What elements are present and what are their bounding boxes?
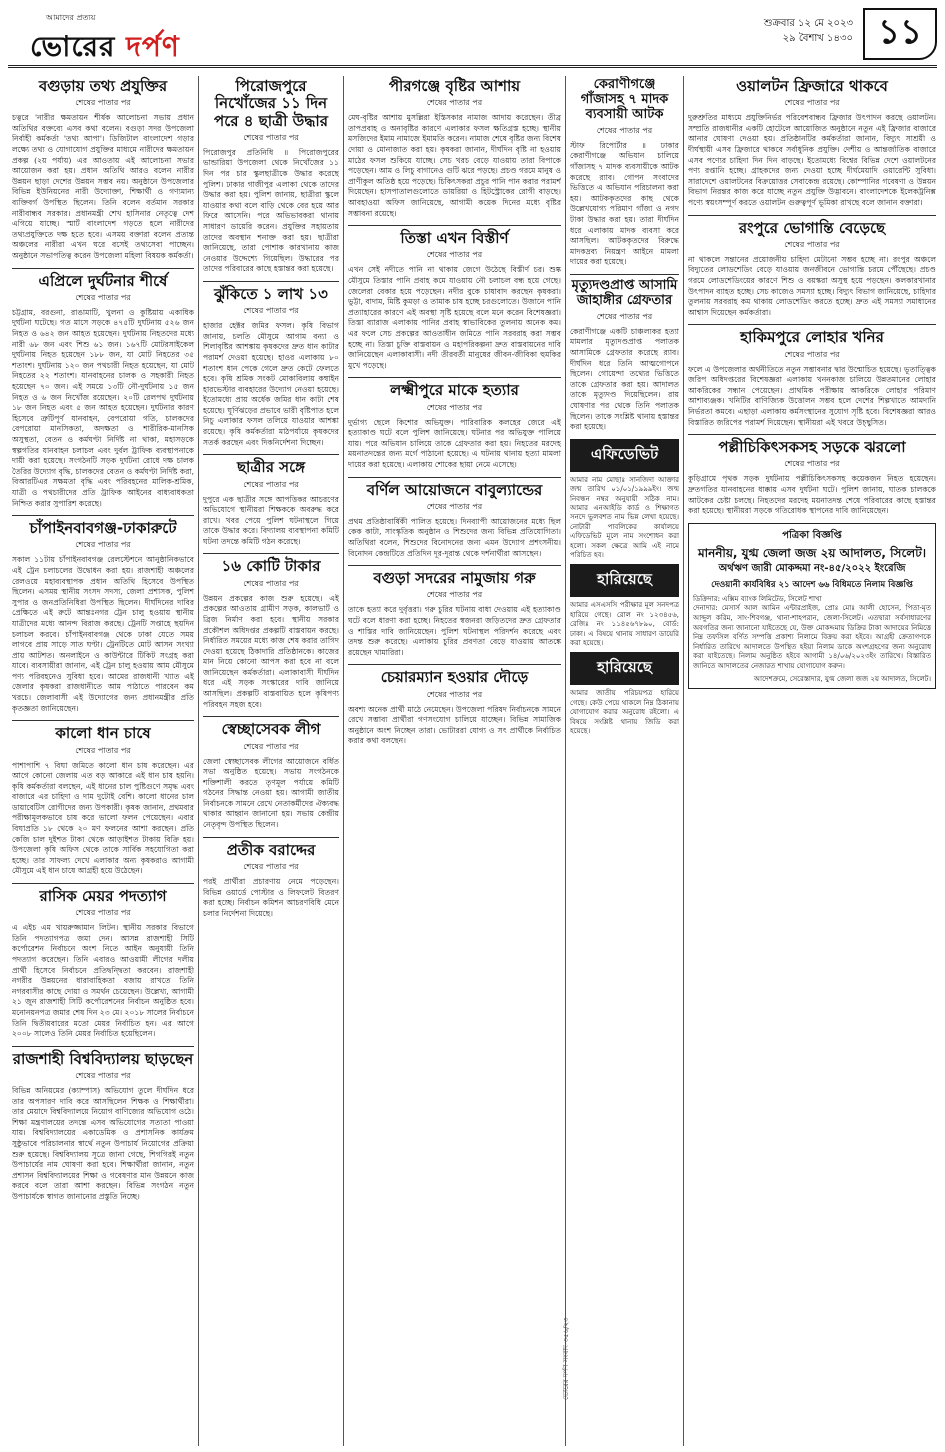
article-divider	[203, 281, 339, 282]
article-headline: প্রতীক বরাদ্দের	[226, 840, 316, 859]
article	[348, 477, 561, 560]
article-divider	[203, 716, 339, 717]
article-headline: কেরাণীগঞ্জে গাঁজাসহ ৭ মাদক ব্যবসায়ী আটক	[580, 77, 669, 122]
article-divider	[203, 454, 339, 455]
newspaper-logo	[30, 12, 180, 72]
column-3	[348, 76, 561, 1444]
continued-label: শেষের পাতার পর	[426, 689, 483, 699]
missing-body-2: আমার জাতীয় পরিচয়পত্র হারিয়ে গেছে। কেউ পেয়ে থাকলে নিম্ন ঠিকানায় যোগাযোগ করার অনুরোধ রইলো। এ বিষয়ে সংশ্লিষ্ট থানায় জিডি করা হয়েছে।	[570, 689, 679, 736]
notice-body: দেনাদার: মেসার্স আল আমিন এন্টারপ্রাইজ, প্রোঃ মোঃ আলী হোসেন, পিতা-মৃত আব্দুল করিম, সাং-শিবগঞ্জ, থানা-শাহপরান, জেলা-সিলেট। এতদ্বারা সর্বসাধারণের অবগতির জন্য জানানো যাইতেছে যে, উক্ত মোকদ্দমায় ডিক্রির টাকা আদায়ের নিমিত্তে নিম্ন তফসিল বর্ণিত সম্পত্তি প্রকাশ্য নিলামে বিক্রয় করা হইবে। আগ্রহী ক্রেতাগণকে নির্ধারিত তারিখে আদালতে উপস্থিত হইয়া নিলাম ডাকে অংশগ্রহণের জন্য অনুরোধ করা যাইতেছে। নিলাম অনুষ্ঠিত হইবে আগামী ১৪/০৬/২০২৩ইং তারিখে। বিস্তারিত জানিতে আদালতের নেজারত শাখায় যোগাযোগ করুন।	[693, 604, 931, 670]
continued-label: শেষের পাতার পর	[784, 239, 840, 249]
missing-body-1: আমার এসএসসি পরীক্ষার মূল সনদপত্র হারিয়ে গেছে। রোল নং ১২৩৪৫৬, রেজিঃ নং ১১৪৫৬৭৮৯০, বোর্ড: ঢাকা। এ বিষয়ে থানায় সাধারণ ডায়েরি করা হয়েছে।	[570, 601, 679, 648]
missing-banner-2: হারিয়েছে	[570, 652, 679, 685]
article	[203, 78, 339, 275]
continued-label: শেষের পাতার পর	[596, 125, 653, 135]
article-body: এ এইচ এম খায়রুজ্জামান লিটন। স্থানীয় সরকার বিভাগে তিনি পদত্যাগপত্র জমা দেন। আসন্ন রাজশাহী সিটি কর্পোরেশন নির্বাচনে অংশ নিতে আইন অনুযায়ী তিনি পদত্যাগ করেছেন। তিনি এবারও আওয়ামী লীগের দলীয় প্রার্থী হিসেবে নির্বাচনে প্রতিদ্বন্দ্বিতা করবেন। রাজশাহী নগরীর উন্নয়নের ধারাবাহিকতা বজায় রাখতে তিনি নগরবাসীর কাছে দোয়া ও সমর্থন চেয়েছেন। উল্লেখ্য, আগামী ২১ জুন রাজশাহী সিটি কর্পোরেশনের নির্বাচন অনুষ্ঠিত হবে। মনোনয়নপত্র জমার শেষ দিন ২৩ মে। ২০১৮ সালের নির্বাচনে তিনি দ্বিতীয়বারের মতো মেয়র নির্বাচিত হন। এর আগে ২০০৮ সালেও তিনি মেয়র নির্বাচিত হয়েছিলেন।	[12, 923, 194, 1039]
continued-label: শেষের পাতার পর	[243, 741, 299, 751]
column-4	[570, 76, 679, 1444]
continued-label: শেষের পাতার পর	[784, 349, 840, 359]
article-divider	[203, 837, 339, 838]
article-headline: ওয়ালটন ফ্রিজারে থাকবে	[736, 77, 888, 95]
article-body: এখন সেই নদীতে পানি না থাকায় জেগে উঠেছে বিস্তীর্ণ চর। শুষ্ক মৌসুমে তিস্তার পানি প্রবাহ কমে যাওয়ায় নৌ চলাচল বন্ধ হয়ে গেছে। জেলেরা বেকার হয়ে পড়েছেন। নদীর বুকে চাষাবাদ করছেন কৃষকরা। ভুট্টা, বাদাম, মিষ্টি কুমড়া ও তামাক চাষ হচ্ছে চরগুলোতে। উজানে পানি প্রত্যাহারের কারণে এই অবস্থা সৃষ্টি হয়েছে বলে মনে করেন বিশেষজ্ঞরা। তিস্তা ব্যারাজ এলাকায় পানির প্রবাহ স্বাভাবিকের তুলনায় অনেক কম। এর ফলে সেচ প্রকল্পের আওতাধীন জমিতে পানি সরবরাহ করা সম্ভব হচ্ছে না। তিস্তা চুক্তি বাস্তবায়ন ও মহাপরিকল্পনা দ্রুত বাস্তবায়নের দাবি জানিয়েছেন এলাকাবাসী। নদী তীরবর্তী মানুষের জীবন-জীবিকা হুমকির মুখে পড়েছে।	[348, 265, 561, 370]
continued-label: শেষের পাতার পর	[75, 908, 131, 918]
missing-banner-1: হারিয়েছে	[570, 564, 679, 597]
column-1	[12, 76, 194, 1444]
article-body: কেরাণীগঞ্জে একটি চাঞ্চল্যকর হত্যা মামলার মৃত্যুদণ্ডপ্রাপ্ত পলাতক আসামিকে গ্রেফতার করেছে র‍্যাব। দীর্ঘদিন ধরে তিনি আত্মগোপনে ছিলেন। গোয়েন্দা তথ্যের ভিত্তিতে তাকে গ্রেফতার করা হয়। আদালত তাকে মৃত্যুদণ্ড দিয়েছিলেন। রায় ঘোষণার পর থেকে তিনি পলাতক ছিলেন। তাকে সংশ্লিষ্ট থানায় হস্তান্তর করা হয়েছে।	[570, 326, 679, 432]
article	[12, 268, 194, 510]
article-divider	[203, 553, 339, 554]
article-divider	[348, 225, 561, 226]
continued-label: শেষের পাতার পর	[75, 745, 131, 755]
article-body: প্রথম প্রতিষ্ঠাবার্ষিকী পালিত হয়েছে। দিনব্যাপী আয়োজনের মধ্যে ছিল কেক কাটা, সাংস্কৃতিক অনুষ্ঠান ও শিশুদের জন্য বিভিন্ন প্রতিযোগিতা। অতিথিরা বলেন, শিশুদের বিনোদনের জন্য এমন উদ্যোগ প্রশংসনীয়। বিনোদন কেন্দ্রটিতে প্রতিদিন দূর-দূরান্ত থেকে দর্শনার্থীরা আসছেন।	[348, 516, 561, 558]
article-body: স্টাফ রিপোর্টার ॥ ঢাকার কেরাণীগঞ্জে অভিযান চালিয়ে গাঁজাসহ ৭ মাদক ব্যবসায়ীকে আটক করেছে র‍্যাব। গোপন সংবাদের ভিত্তিতে এ অভিযান পরিচালনা করা হয়। আটককৃতদের কাছ থেকে উল্লেখযোগ্য পরিমাণ গাঁজা ও নগদ টাকা উদ্ধার করা হয়। তারা দীর্ঘদিন ধরে এলাকায় মাদক ব্যবসা করে আসছিল। আটককৃতদের বিরুদ্ধে মাদকদ্রব্য নিয়ন্ত্রণ আইনে মামলা দায়ের করা হয়েছে।	[570, 140, 679, 267]
article	[348, 664, 561, 747]
column-2	[203, 76, 339, 1444]
article	[688, 78, 936, 209]
continued-label: শেষের পাতার পর	[243, 132, 299, 142]
article-body: মেঘ-বৃষ্টির আশায় মুসল্লিরা ইস্তিসকার নামাজ আদায় করেছেন। তীব্র তাপপ্রবাহ ও অনাবৃষ্টির কারণে এলাকার ফসল ক্ষতিগ্রস্ত হচ্ছে। স্থানীয় মসজিদের ইমাম নামাজে ইমামতি করেন। নামাজ শেষে বৃষ্টির জন্য বিশেষ দোয়া ও মোনাজাত করা হয়। কৃষকরা জানান, দীর্ঘদিন বৃষ্টি না হওয়ায় মাঠের ফসল শুকিয়ে যাচ্ছে। সেচ খরচ বেড়ে যাওয়ায় তারা বিপাকে পড়েছেন। আম ও লিচু বাগানেও গুটি ঝরে পড়ছে। প্রচণ্ড গরমে মানুষ ও প্রাণীকুল অতিষ্ঠ হয়ে পড়েছে। চিকিৎসকরা প্রচুর পানি পান করার পরামর্শ দিয়েছেন। হাসপাতালগুলোতে ডায়রিয়া ও হিটস্ট্রোকের রোগী বাড়ছে। আবহাওয়া অফিস জানিয়েছে, আগামী কয়েক দিনের মধ্যে বৃষ্টির সম্ভাবনা রয়েছে।	[348, 113, 561, 218]
article-body: বিভিন্ন অনিয়মের (ক্যাম্পাস) অভিযোগ তুলে দীর্ঘদিন ধরে তার অপসারণ দাবি করে আসছিলেন শিক্ষক ও শিক্ষার্থীরা। তার মেয়াদে বিশ্ববিদ্যালয়ে নিয়োগ বাণিজ্যের অভিযোগ ওঠে। শিক্ষা মন্ত্রণালয়ের তদন্তে এসব অভিযোগের সত্যতা পাওয়া যায়। বিশ্ববিদ্যালয়ের একাডেমিক ও প্রশাসনিক কার্যক্রম সুষ্ঠুভাবে পরিচালনার স্বার্থে নতুন উপাচার্য নিয়োগের প্রক্রিয়া শুরু হয়েছে। বিশ্ববিদ্যালয় সূত্রে জানা গেছে, শিগগিরই নতুন উপাচার্যের নাম ঘোষণা করা হবে। শিক্ষার্থীরা জানান, নতুন প্রশাসন বিশ্ববিদ্যালয়ের শিক্ষা ও গবেষণার মান উন্নয়নে কাজ করবে বলে তারা আশা করছেন। বিভিন্ন সংগঠন নতুন উপাচার্যকে স্বাগত জানানোর প্রস্তুতি নিচ্ছে।	[12, 1086, 194, 1201]
article-body: জেলা স্বেচ্ছাসেবক লীগের আয়োজনে বর্ধিত সভা অনুষ্ঠিত হয়েছে। সভায় সংগঠনকে শক্তিশালী করতে তৃণমূল পর্যায়ে কমিটি গঠনের সিদ্ধান্ত নেওয়া হয়। আগামী জাতীয় নির্বাচনকে সামনে রেখে নেতাকর্মীদের ঐক্যবদ্ধ থাকার আহ্বান জানানো হয়। সভায় কেন্দ্রীয় নেতৃবৃন্দ উপস্থিত ছিলেন।	[203, 756, 339, 830]
article-body: ফলে এ উপজেলার অর্থনীতিতে নতুন সম্ভাবনার দ্বার উন্মোচিত হয়েছে। ভূতাত্ত্বিক জরিপ অধিদপ্তরের বিশেষজ্ঞরা এলাকায় খননকাজ চালিয়ে উন্নতমানের লোহার আকরিকের সন্ধান পেয়েছেন। প্রাথমিক পরীক্ষায় আকরিকে লোহার পরিমাণ আশাব্যঞ্জক। খনিটির বাণিজ্যিক উত্তোলন সম্ভব হলে দেশের শিল্পখাতে আমদানি নির্ভরতা কমবে। এছাড়া এলাকায় কর্মসংস্থানের সুযোগ সৃষ্টি হবে। বিশেষজ্ঞরা আরও বিস্তারিত জরিপের পরামর্শ দিয়েছেন। স্থানীয়রা এই খবরে উচ্ছ্বসিত।	[688, 364, 936, 427]
column-rule	[198, 76, 199, 1446]
notice-kind: পত্রিকা বিজ্ঞপ্তি	[782, 529, 842, 541]
article-divider	[12, 515, 194, 516]
article-body: দুর্ভাগ্য ছেলে কিশোর অভিযুক্ত। পারিবারিক কলহের জেরে এই হত্যাকাণ্ড ঘটে বলে পুলিশ জানিয়েছে। ঘটনার পর অভিযুক্ত পালিয়ে যায়। পরে অভিযান চালিয়ে তাকে গ্রেফতার করা হয়। নিহতের মরদেহ ময়নাতদন্তের জন্য মর্গে পাঠানো হয়েছে। এ ঘটনায় থানায় হত্যা মামলা দায়ের করা হয়েছে। এলাকায় শোকের ছায়া নেমে এসেছে।	[348, 417, 561, 469]
column-rule	[683, 76, 684, 1446]
continued-label: শেষের পাতার পর	[243, 306, 299, 316]
article	[203, 553, 339, 710]
article-body: চট্টগ্রাম, বরগুনা, রাঙামাটি, খুলনা ও কুষ্টিয়ায় একাধিক দুর্ঘটনা ঘটেছে। গত মাসে সড়কে ৪৭৫টি দুর্ঘটনায় ৫২৬ জন নিহত ও ৬৪২ জন আহত হয়েছেন। দুর্ঘটনায় নিহতদের মধ্যে নারী ৬৮ জন এবং শিশু ৬১ জন। ১৬৭টি মোটরসাইকেল দুর্ঘটনায় নিহত হয়েছেন ১৮৮ জন, যা মোট নিহতের ৩৫ শতাংশ। দুর্ঘটনায় ১২০ জন পথচারী নিহত হয়েছেন, যা মোট নিহতের ২২ শতাংশ। যানবাহনের চালক ও সহকারী নিহত হয়েছেন ৭০ জন। এই সময়ে ১৩টি নৌ-দুর্ঘটনায় ১৫ জন নিহত ও ৬ জন নিখোঁজ রয়েছেন। ২০টি রেলপথ দুর্ঘটনায় ১৮ জন নিহত এবং ৫ জন আহত হয়েছেন। দুর্ঘটনার কারণ হিসেবে ত্রুটিপূর্ণ যানবাহন, বেপরোয়া গতি, চালকদের বেপরোয়া মানসিকতা, অদক্ষতা ও শারীরিক-মানসিক অসুস্থতা, বেতন ও কর্মঘণ্টা নির্দিষ্ট না থাকা, মহাসড়কে স্বল্পগতির যানবাহন চলাচল এবং দুর্বল ট্রাফিক ব্যবস্থাপনাকে দায়ী করা হয়েছে। সংগঠনটি সড়ক দুর্ঘটনা রোধে দক্ষ চালক তৈরির উদ্যোগ বৃদ্ধি, চালকদের বেতন ও কর্মঘণ্টা নির্দিষ্ট করা, বিআরটিএর সক্ষমতা বৃদ্ধি এবং পরিবহনের মালিক-শ্রমিক, যাত্রী ও পথচারীদের প্রতি ট্রাফিক আইনের বাধ্যবাধকতা নিশ্চিত করার সুপারিশ করেছে।	[12, 307, 194, 508]
article-headline: এপ্রিলে দুর্ঘটনার শীর্ষে	[38, 271, 168, 290]
continued-label: শেষের পাতার পর	[75, 292, 131, 302]
continued-label: শেষের পাতার পর	[784, 98, 840, 108]
article-divider	[12, 1046, 194, 1047]
article	[688, 324, 936, 428]
article-headline: স্বেচ্ছাসেবক লীগ	[221, 720, 321, 739]
article	[570, 274, 679, 433]
article-body: সকাল ১১টায় চাঁপাইনবাবগঞ্জ রেলস্টেশনে আনুষ্ঠানিকভাবে এই ট্রেন চলাচলের উদ্বোধন করা হয়। রাজশাহী অঞ্চলের রেলওয়ে মহাব্যবস্থাপক প্রধান অতিথি হিসেবে উপস্থিত ছিলেন। এসময় স্থানীয় সংসদ সদস্য, জেলা প্রশাসক, পুলিশ সুপার ও জনপ্রতিনিধিরা উপস্থিত ছিলেন। দীর্ঘদিনের দাবির প্রেক্ষিতে এই রুটে আন্তঃনগর ট্রেন চালু হওয়ায় স্থানীয় যাত্রীদের মধ্যে আনন্দ বিরাজ করছে। ট্রেনটি সপ্তাহে ছয়দিন চলাচল করবে। চাঁপাইনবাবগঞ্জ থেকে ঢাকা যেতে সময় লাগবে প্রায় সাড়ে সাত ঘণ্টা। ট্রেনটিতে মোট আসন সংখ্যা প্রায় আটশত। অনলাইনে ও কাউন্টারে টিকিট সংগ্রহ করা যাবে। ব্যবসায়ীরা জানান, এই ট্রেন চালু হওয়ায় আম মৌসুমে পণ্য পরিবহনেও সুবিধা হবে। আমের রাজধানী খ্যাত এই জেলার কৃষকরা রাজধানীতে আম পাঠাতে পারবেন কম খরচে। জেলাবাসী এই উদ্যোগের জন্য প্রধানমন্ত্রীর প্রতি কৃতজ্ঞতা জানিয়েছেন।	[12, 555, 194, 713]
article-divider	[688, 434, 936, 435]
masthead	[8, 6, 937, 68]
article	[348, 78, 561, 219]
article	[12, 515, 194, 714]
article-body: না থাকলে সন্তানের প্রয়োজনীয় চাহিদা মেটানো সম্ভব হচ্ছে না। রংপুর অঞ্চলে বিদ্যুতের লোডশেডিং বেড়ে যাওয়ায় জনজীবনে ভোগান্তি চরমে পৌঁছেছে। প্রচণ্ড গরমে লোডশেডিংয়ের কারণে শিশু ও বয়স্করা অসুস্থ হয়ে পড়ছেন। কলকারখানার উৎপাদন ব্যাহত হচ্ছে। সেচ কাজেও সমস্যা হচ্ছে। বিদ্যুৎ বিভাগ জানিয়েছে, চাহিদার তুলনায় সরবরাহ কম থাকায় লোডশেডিং করতে হচ্ছে। দ্রুত এই সমস্যা সমাধানের আশ্বাস দিয়েছেন কর্মকর্তারা।	[688, 254, 936, 317]
date-gregorian: শুক্রবার ১২ মে ২০২৩	[763, 18, 853, 29]
continued-label: শেষের পাতার পর	[75, 98, 131, 108]
dateline	[764, 16, 853, 46]
article-headline: রাজশাহী বিশ্ববিদ্যালয় ছাড়ছেন	[12, 1049, 194, 1068]
notice-order: দেওয়ানী কার্যবিধির ২১ আদেশ ৬৬ বিধিমতে নিলাম বিজ্ঞপ্তি	[711, 579, 913, 590]
article	[12, 720, 194, 877]
article-body: তাকে হত্যা করে দুর্বৃত্তরা। গরু চুরির ঘটনায় বাধা দেওয়ায় এই হত্যাকাণ্ড ঘটে বলে ধারণা করা হচ্ছে। নিহতের স্বজনরা জড়িতদের দ্রুত গ্রেফতার ও শাস্তির দাবি জানিয়েছেন। পুলিশ ঘটনাস্থল পরিদর্শন করেছে এবং তদন্ত শুরু করেছে। এলাকায় চুরির প্রবণতা বেড়ে যাওয়ায় আতঙ্কে রয়েছেন খামারিরা।	[348, 605, 561, 657]
article-divider	[348, 664, 561, 665]
article-divider	[348, 565, 561, 566]
masthead-name-black: ভোরের	[30, 30, 127, 63]
article	[688, 215, 936, 319]
article	[12, 78, 194, 262]
article-divider	[12, 883, 194, 884]
article-headline: মৃত্যুদণ্ডপ্রাপ্ত আসামি জাহাঙ্গীর গ্রেফতার	[571, 277, 678, 308]
notice-case: অর্থঋণ জারী মোকদ্দমা নং-৪৫/২০২২ ইংরেজি	[718, 562, 906, 574]
article-divider	[570, 274, 679, 275]
article-headline: হাকিমপুরে লোহার খনির	[740, 328, 884, 347]
article	[348, 377, 561, 470]
article-divider	[688, 324, 936, 325]
article-body: চত্বরে 'নারীর ক্ষমতায়ন শীর্ষক আলোচনা সভায় প্রধান অতিথির বক্তব্যে এসব কথা বলেন। বগুড়া সদর উপজেলা নির্বাহী কর্মকর্তা 'তথ্য আপা'। ডিজিটাল বাংলাদেশ গড়ার লক্ষ্যে তথ্য ও যোগাযোগ প্রযুক্তির মাধ্যমে নারীদের ক্ষমতায়ন প্রকল্প (২য় পর্যায়) এর আওতায় এই আলোচনা সভার আয়োজন করা হয়। প্রধান অতিথি আরও বলেন নারীর উন্নয়ন ছাড়া দেশের উন্নয়ন সম্ভব নয়। অনুষ্ঠানে উপজেলার বিভিন্ন ইউনিয়নের নারী উদ্যোক্তা, শিক্ষার্থী ও গণ্যমান্য ব্যক্তিবর্গ উপস্থিত ছিলেন। তিনি বলেন বর্তমান সরকার নারীবান্ধব সরকার। প্রধানমন্ত্রী শেখ হাসিনার নেতৃত্বে দেশ এগিয়ে যাচ্ছে। স্মার্ট বাংলাদেশ গড়তে হলে নারীদের তথ্যপ্রযুক্তিতে দক্ষ হতে হবে। এসময় বক্তারা বলেন প্রত্যন্ত অঞ্চলের নারীরা এখন ঘরে বসেই তথ্যসেবা পাচ্ছেন। অনুষ্ঠানে সভাপতিত্ব করেন উপজেলা মহিলা বিষয়ক কর্মকর্তা।	[12, 113, 194, 260]
article	[12, 883, 194, 1040]
affidavit-banner: এফিডেভিট	[570, 439, 679, 472]
article	[203, 281, 339, 448]
article-body: পিরোজপুর প্রতিনিধি ॥ পিরোজপুরের ভান্ডারিয়া উপজেলা থেকে নিখোঁজের ১১ দিন পর চার স্কুলছাত্রীকে উদ্ধার করেছে পুলিশ। ঢাকার গাজীপুর এলাকা থেকে তাদের উদ্ধার করা হয়। পুলিশ জানায়, ছাত্রীরা স্কুলে যাওয়ার কথা বলে বাড়ি থেকে বের হয়ে আর ফিরে আসেনি। পরে অভিভাবকরা থানায় সাধারণ ডায়েরি করেন। প্রযুক্তির সহায়তায় তাদের অবস্থান শনাক্ত করা হয়। ছাত্রীরা জানিয়েছে, তারা পোশাক কারখানায় কাজ নেওয়ার উদ্দেশ্যে গিয়েছিল। উদ্ধারের পর তাদের পরিবারের কাছে হস্তান্তর করা হয়েছে।	[203, 147, 339, 274]
article-body: পরই প্রার্থীরা প্রচারণায় নেমে পড়েছেন। বিভিন্ন ওয়ার্ডে পোস্টার ও লিফলেট বিতরণ করা হচ্ছে। নির্বাচন কমিশন আচরণবিধি মেনে চলার নির্দেশনা দিয়েছে।	[203, 876, 339, 918]
notice-signature: আদেশক্রমে, সেরেস্তাদার, যুগ্ম জেলা জজ ২য় আদালত, সিলেট।	[753, 674, 931, 683]
article	[570, 78, 679, 268]
continued-label: শেষের পাতার পর	[243, 861, 299, 871]
article-headline: চাঁপাইনবাবগঞ্জ-ঢাকারুটে	[29, 519, 177, 538]
date-bangla: ২৯ বৈশাখ ১৪৩০	[782, 33, 853, 44]
notice-party: ডিক্রিদার: এক্সিম ব্যাংক লিমিটেড, সিলেট শাখা	[693, 594, 822, 603]
continued-label: শেষের পাতার পর	[75, 1071, 131, 1081]
article	[348, 565, 561, 658]
article-headline: পীরগঞ্জে বৃষ্টির আশায়	[388, 77, 521, 95]
article-headline: তিস্তা এখন বিস্তীর্ণ	[400, 229, 509, 248]
article-headline: পিরোজপুরে নিখোঁজের ১১ দিন পরে ৪ ছাত্রী উদ্ধার	[214, 77, 328, 130]
article-headline: বগুড়া সদরের নামুজায় গরু	[373, 569, 536, 588]
article-body: পাশাপাশি ৭ বিঘা জমিতে কালো ধান চাষ করেছেন। এর আগে কোনো জেলায় এত বড় আকারে এই ধান চাষ হয়নি। কৃষি কর্মকর্তারা বলছেন, এই ধানের চাল পুষ্টিগুণে সমৃদ্ধ এবং বাজারে এর চাহিদা ও দাম দুটোই বেশি। কালো ধানের চাল ডায়াবেটিস রোগীদের জন্য উপকারী। কৃষক জানান, প্রথমবার পরীক্ষামূলকভাবে চাষ করে ভালো ফলন পেয়েছেন। এবার বিঘাপ্রতি ১৮ থেকে ২০ মণ ফলনের আশা করছেন। প্রতি কেজি চাল দুইশত টাকা থেকে আড়াইশত টাকায় বিক্রি হয়। উপজেলা কৃষি অফিস থেকে তাকে সার্বিক সহযোগিতা করা হচ্ছে। তার সাফল্য দেখে এলাকার অন্য কৃষকরাও আগামী মৌসুমে এই ধান চাষে আগ্রহী হয়ে উঠেছেন।	[12, 760, 194, 876]
article	[348, 225, 561, 371]
article-headline: ঝুঁকিতে ১ লাখ ১৩	[214, 284, 328, 303]
article-headline: ১৬ কোটি টাকার	[221, 557, 321, 576]
article	[203, 454, 339, 547]
article-body: অবশ্য অনেক প্রার্থী মাঠে নেমেছেন। উপজেলা পরিষদ নির্বাচনকে সামনে রেখে সম্ভাব্য প্রার্থীরা গণসংযোগ চালিয়ে যাচ্ছেন। বিভিন্ন সামাজিক অনুষ্ঠানে অংশ নিচ্ছেন তারা। ভোটাররা যোগ্য ও সৎ প্রার্থীকে নির্বাচিত করার কথা বলছেন।	[348, 704, 561, 746]
article-divider	[348, 377, 561, 378]
margin-code: ভোরের দর্পণ সংবাদ-৩৫৬/২৩	[562, 1317, 570, 1400]
article-headline: কালো ধান চাষে	[55, 724, 151, 743]
article-headline: ছাত্রীর সঙ্গে	[236, 458, 306, 477]
continued-label: শেষের পাতার পর	[784, 459, 840, 469]
article-body: উন্নয়ন প্রকল্পের কাজ শুরু হয়েছে। এই প্রকল্পের আওতায় গ্রামীণ সড়ক, কালভার্ট ও ব্রিজ নির্মাণ করা হবে। স্থানীয় সরকার প্রকৌশল অধিদপ্তর প্রকল্পটি বাস্তবায়ন করছে। নির্ধারিত সময়ের মধ্যে কাজ শেষ করার তাগিদ দেওয়া হয়েছে ঠিকাদারি প্রতিষ্ঠানকে। কাজের মান নিয়ে কোনো আপস করা হবে না বলে জানিয়েছেন কর্মকর্তারা। এলাকাবাসী দীর্ঘদিন ধরে এই সড়ক সংস্কারের দাবি জানিয়ে আসছিল। প্রকল্পটি বাস্তবায়িত হলে কৃষিপণ্য পরিবহন সহজ হবে।	[203, 593, 339, 709]
article	[12, 1046, 194, 1203]
column-5	[688, 76, 936, 1444]
continued-label: শেষের পাতার পর	[426, 590, 483, 600]
continued-label: শেষের পাতার পর	[426, 501, 483, 511]
article	[203, 716, 339, 830]
article-body: হাজার হেক্টর জমির ফসল। কৃষি বিভাগ জানায়, চলতি মৌসুমে আগাম বন্যা ও শিলাবৃষ্টির আশঙ্কায় কৃষকদের দ্রুত ধান কাটার পরামর্শ দেওয়া হয়েছে। হাওর এলাকায় ৮০ শতাংশ ধান পেকে গেলে দ্রুত কেটে ফেলতে হবে। কৃষি শ্রমিক সংকট মোকাবিলায় কম্বাইন হারভেস্টার ব্যবহারের উদ্যোগ নেওয়া হয়েছে। ইতোমধ্যে প্রায় অর্ধেক জমির ধান কাটা শেষ হয়েছে। ঘূর্ণিঝড়ের প্রভাবে ভারী বৃষ্টিপাত হলে নিচু এলাকার ফসল তলিয়ে যাওয়ার আশঙ্কা রয়েছে। কৃষি কর্মকর্তারা মাঠপর্যায়ে কৃষকদের সতর্ক করছেন এবং দিকনির্দেশনা দিচ্ছেন।	[203, 321, 339, 447]
article-divider	[688, 215, 936, 216]
continued-label: শেষের পাতার পর	[426, 98, 483, 108]
continued-label: শেষের পাতার পর	[426, 402, 483, 412]
continued-label: শেষের পাতার পর	[243, 479, 299, 489]
masthead-tagline: আমাদের প্রত্যয়	[46, 13, 96, 22]
column-rule	[343, 76, 344, 1446]
masthead-name-red: দর্পণ	[126, 30, 180, 63]
article-headline: রংপুরে ভোগান্তি বেড়েছে	[738, 218, 886, 237]
page-number: ১১	[863, 8, 937, 60]
article	[688, 434, 936, 517]
article	[203, 837, 339, 920]
article-divider	[348, 477, 561, 478]
article-body: কুড়িগ্রামে পৃথক সড়ক দুর্ঘটনায় পল্লীচিকিৎসকসহ কয়েকজন নিহত হয়েছেন। দ্রুতগতির যানবাহনের ধাক্কায় এসব দুর্ঘটনা ঘটে। পুলিশ জানায়, ঘাতক চালককে আটকের চেষ্টা চলছে। নিহতদের মরদেহ ময়নাতদন্ত শেষে পরিবারের কাছে হস্তান্তর করা হয়েছে। স্থানীয়রা সড়কে গতিরোধক স্থাপনের দাবি জানিয়েছেন।	[688, 474, 936, 516]
court-notice	[688, 523, 936, 689]
continued-label: শেষের পাতার পর	[243, 578, 299, 588]
article-headline: চেয়ারম্যান হওয়ার দৌড়ে	[380, 668, 529, 687]
article-headline: পল্লীচিকিৎসকসহ সড়কে ঝরলো	[718, 438, 906, 457]
continued-label: শেষের পাতার পর	[596, 311, 653, 321]
article-divider	[12, 268, 194, 269]
continued-label: শেষের পাতার পর	[75, 540, 131, 550]
continued-label: শেষের পাতার পর	[426, 250, 483, 260]
article-body: দুপুরে এক ছাত্রীর সঙ্গে আপত্তিকর আচরণের অভিযোগে স্থানীয়রা শিক্ষককে অবরুদ্ধ করে রাখে। খবর পেয়ে পুলিশ ঘটনাস্থলে গিয়ে তাকে উদ্ধার করে। বিদ্যালয় ব্যবস্থাপনা কমিটি ঘটনা তদন্তে কমিটি গঠন করেছে।	[203, 494, 339, 546]
article-headline: রাসিক মেয়র পদত্যাগ	[39, 887, 167, 906]
article-divider	[12, 720, 194, 721]
notice-court: মাননীয়, যুগ্ম জেলা জজ ২য় আদালত, সিলেট।	[697, 545, 927, 560]
article-headline: বর্ণিল আয়োজনে বাবুল্যান্ডের	[366, 480, 543, 499]
article-headline: বগুড়ায় তথ্য প্রযুক্তির	[38, 77, 168, 95]
article-headline: লক্ষ্মীপুরে মাকে হত্যার	[390, 381, 519, 400]
article-body: দুরুশ্রুতির মাধ্যমে প্রযুক্তিনির্ভর পরিবেশবান্ধব ফ্রিজার উৎপাদন করছে ওয়ালটন। সম্প্রতি রাজধানীর একটি হোটেলে আয়োজিত অনুষ্ঠানে নতুন এই ফ্রিজার বাজারে আনার ঘোষণা দেওয়া হয়। প্রতিষ্ঠানটির কর্মকর্তারা জানান, বিদ্যুৎ সাশ্রয়ী ও দীর্ঘস্থায়ী এসব ফ্রিজারে থাকবে সর্বাধুনিক প্রযুক্তি। দেশীয় ও আন্তর্জাতিক বাজারে এসব পণ্যের চাহিদা দিন দিন বাড়ছে। ইতোমধ্যে বিশ্বের বিভিন্ন দেশে ওয়ালটনের পণ্য রপ্তানি হচ্ছে। গ্রাহকদের জন্য দেওয়া হচ্ছে দীর্ঘমেয়াদি ওয়ারেন্টি সুবিধা। সারাদেশে ওয়ালটনের বিক্রয়োত্তর সেবাকেন্দ্র রয়েছে। কোম্পানির গবেষণা ও উন্নয়ন বিভাগ নিরন্তর কাজ করে যাচ্ছে নতুন প্রযুক্তি উদ্ভাবনে। বাংলাদেশকে ইলেকট্রনিক্স পণ্যে স্বয়ংসম্পূর্ণ করতে ওয়ালটন গুরুত্বপূর্ণ ভূমিকা রাখছে বলে জানান বক্তারা।	[688, 113, 936, 207]
affidavit-body: আমার নাম মোছাঃ সানজিদা আক্তার জন্ম তারিখ ০১/০১/১৯৯৯ইং। জন্ম নিবন্ধন নম্বর অনুযায়ী সঠিক নাম। আমার এনআইডি কার্ড ও শিক্ষাগত সনদে ভুলবশত নাম ভিন্ন লেখা হয়েছে। নোটারী পাবলিকের কার্যালয়ে এফিডেভিট মূলে নাম সংশোধন করা হলো। সকল ক্ষেত্রে আমি এই নামে পরিচিত হব।	[570, 475, 679, 559]
